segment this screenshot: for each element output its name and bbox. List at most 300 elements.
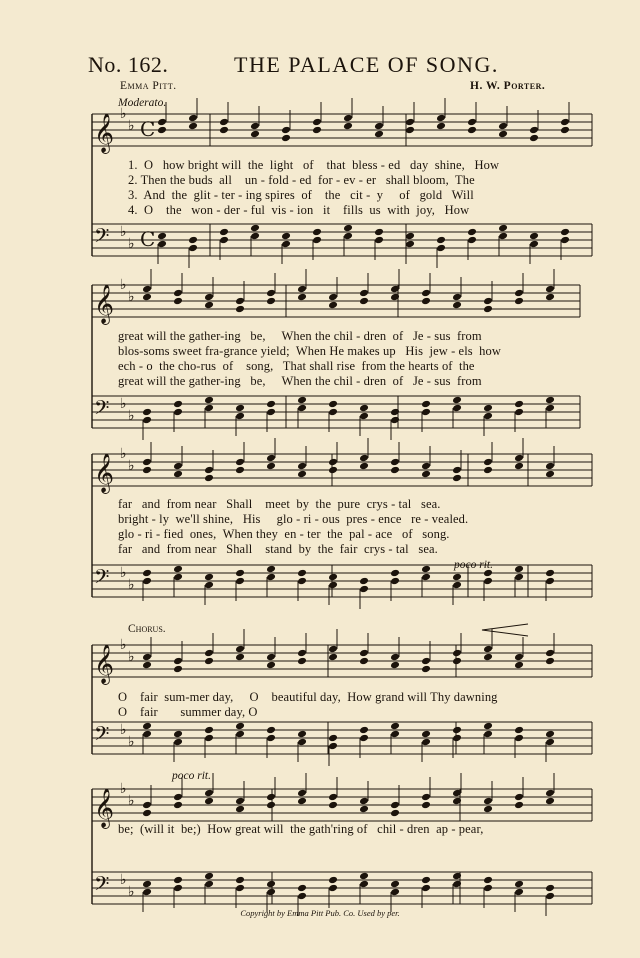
notehead xyxy=(359,297,369,306)
notehead xyxy=(328,581,338,590)
notehead xyxy=(235,466,245,475)
notehead xyxy=(281,134,291,143)
notehead xyxy=(173,884,183,893)
notehead xyxy=(297,293,307,302)
notehead xyxy=(297,892,307,901)
notehead xyxy=(235,797,245,806)
notehead xyxy=(421,470,431,479)
flat-icon: ♭ xyxy=(128,577,135,593)
notehead xyxy=(204,872,214,881)
notehead xyxy=(219,228,229,237)
notehead xyxy=(498,130,508,139)
notehead xyxy=(173,793,183,802)
notehead xyxy=(204,404,214,413)
notehead xyxy=(514,565,524,574)
notehead xyxy=(297,462,307,471)
notehead xyxy=(328,653,338,662)
notehead xyxy=(204,880,214,889)
notehead xyxy=(142,888,152,897)
notehead xyxy=(390,722,400,731)
notehead xyxy=(142,577,152,586)
flat-icon: ♭ xyxy=(128,118,135,134)
lyric-verse-2: bright - ly we'll shine, His glo - ri - ous pres - ence re - vealed. xyxy=(118,512,469,526)
notehead xyxy=(250,122,260,131)
notehead xyxy=(173,665,183,674)
notehead xyxy=(281,232,291,241)
notehead xyxy=(266,454,276,463)
notehead xyxy=(514,573,524,582)
lyric-verse-1: great will the gather-ing be, When the chil - dren of Je - sus from xyxy=(118,329,482,343)
flat-icon: ♭ xyxy=(128,408,135,424)
treble-clef-icon: 𝄞 xyxy=(94,113,115,153)
notehead xyxy=(235,412,245,421)
notehead xyxy=(390,569,400,578)
notehead xyxy=(328,645,338,654)
flat-icon: ♭ xyxy=(120,637,127,653)
notehead xyxy=(421,793,431,802)
flat-icon: ♭ xyxy=(128,884,135,900)
notehead xyxy=(219,118,229,127)
flat-icon: ♭ xyxy=(120,565,127,581)
notehead xyxy=(297,577,307,586)
notehead xyxy=(545,657,555,666)
notehead xyxy=(545,730,555,739)
notehead xyxy=(204,797,214,806)
notehead xyxy=(452,301,462,310)
notehead xyxy=(545,892,555,901)
notehead xyxy=(405,126,415,135)
notehead xyxy=(529,232,539,241)
notehead xyxy=(514,734,524,743)
treble-clef-icon: 𝄞 xyxy=(94,788,115,828)
notehead xyxy=(483,404,493,413)
notehead xyxy=(173,876,183,885)
notehead xyxy=(173,289,183,298)
notehead xyxy=(142,661,152,670)
notehead xyxy=(328,573,338,582)
notehead xyxy=(514,801,524,810)
flat-icon: ♭ xyxy=(120,722,127,738)
notehead xyxy=(405,232,415,241)
notehead xyxy=(204,293,214,302)
notehead xyxy=(266,573,276,582)
notehead xyxy=(173,470,183,479)
notehead xyxy=(560,118,570,127)
notehead xyxy=(250,232,260,241)
notehead xyxy=(390,653,400,662)
notehead xyxy=(452,581,462,590)
lyric-verse-4: great will the gather-ing be, When the chil - dren of Je - sus from xyxy=(118,374,482,388)
chorus-lyric-line: O fair sum-mer day, O beautiful day, How grand will Thy dawning xyxy=(118,690,498,704)
notehead xyxy=(467,118,477,127)
notehead xyxy=(204,726,214,735)
notehead xyxy=(142,653,152,662)
notehead xyxy=(266,462,276,471)
notehead xyxy=(390,458,400,467)
flat-icon: ♭ xyxy=(120,396,127,412)
notehead xyxy=(529,240,539,249)
notehead xyxy=(250,224,260,233)
flat-icon: ♭ xyxy=(120,446,127,462)
notehead xyxy=(142,458,152,467)
notehead xyxy=(560,126,570,135)
notehead xyxy=(235,404,245,413)
notehead xyxy=(514,400,524,409)
notehead xyxy=(483,412,493,421)
notehead xyxy=(359,289,369,298)
notehead xyxy=(421,884,431,893)
notehead xyxy=(266,297,276,306)
notehead xyxy=(173,462,183,471)
notehead xyxy=(359,454,369,463)
lyric-verse-3: ech - o the cho-rus of song, That shall rise from the hearts of the xyxy=(118,359,475,373)
notehead xyxy=(483,466,493,475)
notehead xyxy=(452,293,462,302)
notehead xyxy=(452,466,462,475)
chorus-lyric-line-lower: O fair summer day, O xyxy=(118,705,258,719)
notehead xyxy=(483,577,493,586)
notehead xyxy=(514,297,524,306)
notehead xyxy=(235,645,245,654)
notehead xyxy=(235,653,245,662)
notehead xyxy=(436,122,446,131)
notehead xyxy=(328,466,338,475)
notehead xyxy=(421,573,431,582)
bass-clef-icon: 𝄢 xyxy=(94,224,110,252)
notehead xyxy=(266,880,276,889)
notehead xyxy=(157,126,167,135)
notehead xyxy=(188,114,198,123)
notehead xyxy=(328,793,338,802)
notehead xyxy=(235,577,245,586)
notehead xyxy=(281,240,291,249)
treble-clef-icon: 𝄞 xyxy=(94,453,115,493)
notehead xyxy=(266,801,276,810)
lyric-verse-3: 3. And the glit - ter - ing spires of the cit - y of gold Will xyxy=(128,188,474,202)
notehead xyxy=(312,228,322,237)
notehead xyxy=(545,462,555,471)
notehead xyxy=(374,228,384,237)
notehead xyxy=(266,726,276,735)
notehead xyxy=(204,474,214,483)
notehead xyxy=(405,240,415,249)
notehead xyxy=(142,880,152,889)
notehead xyxy=(173,573,183,582)
notehead xyxy=(421,408,431,417)
notehead xyxy=(235,805,245,814)
notehead xyxy=(142,466,152,475)
common-time-icon: C xyxy=(140,117,156,141)
notehead xyxy=(421,400,431,409)
lyric-verse-4: far and from near Shall stand by the fair crys - tal sea. xyxy=(118,542,438,556)
notehead xyxy=(390,730,400,739)
notehead xyxy=(545,884,555,893)
notehead xyxy=(204,581,214,590)
flat-icon: ♭ xyxy=(128,236,135,252)
notehead xyxy=(514,888,524,897)
notehead xyxy=(297,569,307,578)
notehead xyxy=(297,285,307,294)
flat-icon: ♭ xyxy=(128,458,135,474)
notehead xyxy=(173,738,183,747)
notehead xyxy=(498,232,508,241)
notehead xyxy=(173,400,183,409)
notehead xyxy=(545,404,555,413)
notehead xyxy=(514,462,524,471)
notehead xyxy=(204,396,214,405)
notehead xyxy=(421,297,431,306)
notehead xyxy=(467,228,477,237)
notehead xyxy=(545,569,555,578)
notehead xyxy=(545,293,555,302)
notehead xyxy=(297,797,307,806)
notehead xyxy=(297,789,307,798)
lyricist-credit: Emma Pitt. xyxy=(120,80,177,92)
lyric-verse-1: 1. O how bright will the light of that bless - ed day shine, How xyxy=(128,158,500,172)
notehead xyxy=(173,565,183,574)
notehead xyxy=(266,565,276,574)
notehead xyxy=(188,236,198,245)
notehead xyxy=(297,404,307,413)
hymn-number: No. 162. xyxy=(88,52,169,77)
notehead xyxy=(297,730,307,739)
notehead xyxy=(514,726,524,735)
poco-rit-marking-chorus: poco rit. xyxy=(172,770,211,782)
notehead xyxy=(266,793,276,802)
notehead xyxy=(436,244,446,253)
poco-rit-marking: poco rit. xyxy=(454,559,493,571)
notehead xyxy=(421,730,431,739)
notehead xyxy=(188,122,198,131)
notehead xyxy=(514,793,524,802)
notehead xyxy=(204,657,214,666)
notehead xyxy=(219,236,229,245)
notehead xyxy=(204,301,214,310)
notehead xyxy=(452,734,462,743)
notehead xyxy=(529,126,539,135)
notehead xyxy=(390,888,400,897)
notehead xyxy=(374,236,384,245)
notehead xyxy=(173,657,183,666)
notehead xyxy=(328,801,338,810)
notehead xyxy=(436,236,446,245)
notehead xyxy=(498,122,508,131)
notehead xyxy=(173,408,183,417)
notehead xyxy=(452,474,462,483)
notehead xyxy=(483,797,493,806)
notehead xyxy=(266,400,276,409)
notehead xyxy=(204,466,214,475)
flat-icon: ♭ xyxy=(128,289,135,305)
notehead xyxy=(359,577,369,586)
notehead xyxy=(467,126,477,135)
notehead xyxy=(297,649,307,658)
notehead xyxy=(328,458,338,467)
notehead xyxy=(142,416,152,425)
notehead xyxy=(545,738,555,747)
notehead xyxy=(343,224,353,233)
notehead xyxy=(483,805,493,814)
notehead xyxy=(452,657,462,666)
notehead xyxy=(421,801,431,810)
notehead xyxy=(328,876,338,885)
notehead xyxy=(157,240,167,249)
notehead xyxy=(343,114,353,123)
notehead xyxy=(297,470,307,479)
notehead xyxy=(452,726,462,735)
notehead xyxy=(545,797,555,806)
notehead xyxy=(483,305,493,314)
notehead xyxy=(374,122,384,131)
notehead xyxy=(421,565,431,574)
notehead xyxy=(173,730,183,739)
notehead xyxy=(390,466,400,475)
notehead xyxy=(142,801,152,810)
notehead xyxy=(312,126,322,135)
lyric-verse-4: 4. O the won - der - ful vis - ion it fills us with joy, How xyxy=(128,203,470,217)
flat-icon: ♭ xyxy=(120,781,127,797)
notehead xyxy=(142,809,152,818)
flat-icon: ♭ xyxy=(120,872,127,888)
notehead xyxy=(297,884,307,893)
notehead xyxy=(545,577,555,586)
notehead xyxy=(235,297,245,306)
notehead xyxy=(359,462,369,471)
notehead xyxy=(452,396,462,405)
notehead xyxy=(297,657,307,666)
notehead xyxy=(498,224,508,233)
notehead xyxy=(142,408,152,417)
notehead xyxy=(483,876,493,885)
notehead xyxy=(328,301,338,310)
notehead xyxy=(235,569,245,578)
notehead xyxy=(560,236,570,245)
notehead xyxy=(390,880,400,889)
notehead xyxy=(483,645,493,654)
notehead xyxy=(514,454,524,463)
flat-icon: ♭ xyxy=(128,793,135,809)
notehead xyxy=(266,289,276,298)
treble-clef-icon: 𝄞 xyxy=(94,284,115,324)
lyric-verse-2: 2. Then the buds all un - fold - ed for - ev - er shall bloom, The xyxy=(128,173,475,187)
notehead xyxy=(235,458,245,467)
notehead xyxy=(219,126,229,135)
treble-clef-icon: 𝄞 xyxy=(94,644,115,684)
notehead xyxy=(545,649,555,658)
notehead xyxy=(204,789,214,798)
notehead xyxy=(359,734,369,743)
notehead xyxy=(560,228,570,237)
notehead xyxy=(266,888,276,897)
notehead xyxy=(328,742,338,751)
tempo-marking: Moderato. xyxy=(118,97,167,109)
notehead xyxy=(436,114,446,123)
notehead xyxy=(514,880,524,889)
notehead xyxy=(514,661,524,670)
notehead xyxy=(297,738,307,747)
notehead xyxy=(157,118,167,127)
flat-icon: ♭ xyxy=(128,649,135,665)
notehead xyxy=(359,404,369,413)
composer-credit: H. W. Porter. xyxy=(470,80,546,92)
notehead xyxy=(266,734,276,743)
notehead xyxy=(421,876,431,885)
notehead xyxy=(204,649,214,658)
notehead xyxy=(359,797,369,806)
notehead xyxy=(266,653,276,662)
notehead xyxy=(328,884,338,893)
notehead xyxy=(529,134,539,143)
notehead xyxy=(359,649,369,658)
notehead xyxy=(235,722,245,731)
flat-icon: ♭ xyxy=(120,277,127,293)
notehead xyxy=(483,653,493,662)
crescendo-hairpin-icon xyxy=(482,624,528,636)
notehead xyxy=(188,244,198,253)
notehead xyxy=(483,458,493,467)
notehead xyxy=(359,657,369,666)
bass-clef-icon: 𝄢 xyxy=(94,722,110,750)
notehead xyxy=(421,738,431,747)
notehead xyxy=(483,730,493,739)
notehead xyxy=(405,118,415,127)
notehead xyxy=(157,232,167,241)
notehead xyxy=(483,297,493,306)
notehead xyxy=(514,289,524,298)
notehead xyxy=(204,573,214,582)
notehead xyxy=(483,884,493,893)
notehead xyxy=(250,130,260,139)
notehead xyxy=(359,412,369,421)
notehead xyxy=(142,730,152,739)
flat-icon: ♭ xyxy=(120,224,127,240)
notehead xyxy=(359,585,369,594)
notehead xyxy=(328,408,338,417)
notehead xyxy=(390,809,400,818)
notehead xyxy=(359,880,369,889)
copyright-notice: Copyright by Emma Pitt Pub. Co. Used by per. xyxy=(240,908,400,918)
notehead xyxy=(281,126,291,135)
notehead xyxy=(173,801,183,810)
notehead xyxy=(204,734,214,743)
common-time-icon: C xyxy=(140,227,156,251)
flat-icon: ♭ xyxy=(128,734,135,750)
notehead xyxy=(359,872,369,881)
notehead xyxy=(390,801,400,810)
chorus-label: Chorus. xyxy=(128,623,166,635)
notehead xyxy=(142,285,152,294)
notehead xyxy=(297,396,307,405)
notehead xyxy=(421,289,431,298)
lyric-verse-3: glo - ri - fied ones, When they en - ter the pal - ace of song. xyxy=(118,527,450,541)
notehead xyxy=(343,232,353,241)
notehead xyxy=(374,130,384,139)
notehead xyxy=(467,236,477,245)
notehead xyxy=(359,726,369,735)
flat-icon: ♭ xyxy=(120,106,127,122)
notehead xyxy=(421,657,431,666)
notehead xyxy=(235,876,245,885)
notehead xyxy=(142,293,152,302)
notehead xyxy=(173,297,183,306)
lyric-verse-1: far and from near Shall meet by the pure crys - tal sea. xyxy=(118,497,441,511)
bass-clef-icon: 𝄢 xyxy=(94,396,110,424)
notehead xyxy=(343,122,353,131)
notehead xyxy=(483,722,493,731)
notehead xyxy=(235,884,245,893)
notehead xyxy=(545,285,555,294)
notehead xyxy=(142,569,152,578)
